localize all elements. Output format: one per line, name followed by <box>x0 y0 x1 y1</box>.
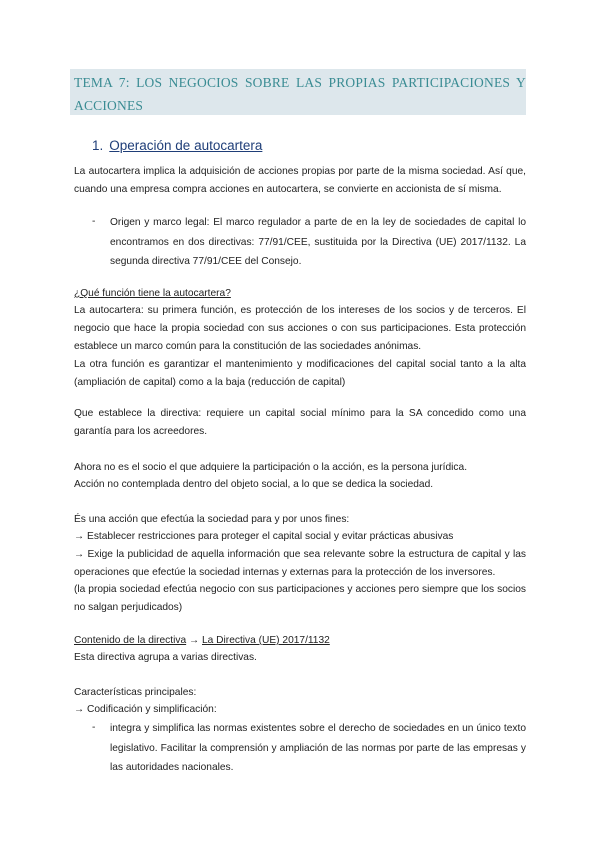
document-title: TEMA 7: LOS NEGOCIOS SOBRE LAS PROPIAS PARTICIPACIONES Y ACCIONES <box>74 75 526 113</box>
persona-juridica-line: Ahora no es el socio el que adquiere la participación o la acción, es la persona jurídica. <box>74 462 468 473</box>
agrupa-line: Esta directiva agrupa a varias directivas. <box>74 652 257 663</box>
caracteristicas-heading: Características principales: <box>74 687 197 698</box>
fines-note: (la propia sociedad efectúa negocio con sus participaciones y acciones pero siempre que los socios no salgan perjudicados) <box>74 584 526 613</box>
codificacion-bullet-text: integra y simplifica las normas existentes sobre el derecho de sociedades en un único texto legislativo. Facilitar la comprensión y ampliación de las normas por parte de las empresas y las autoridades nacionales. <box>110 723 526 773</box>
funcion-question: ¿Qué función tiene la autocartera? <box>74 288 231 299</box>
fines-intro-line: És una acción que efectúa la sociedad para y por unos fines: <box>74 514 350 525</box>
funcion-paragraph-2: La otra función es garantizar el mantenimiento y modificaciones del capital social tanto a la alta (ampliación de capital) como a la baja (reducción de capital) <box>74 359 526 388</box>
intro-paragraph: La autocartera implica la adquisición de acciones propias por parte de la misma sociedad. Así que, cuando una empresa compra acciones en autocartera, se convierte en accionista de sí misma. <box>74 166 526 195</box>
section-heading-text: Operación de autocartera <box>109 138 263 153</box>
contenido-label: Contenido de la directiva <box>74 635 187 646</box>
contenido-line <box>74 632 526 650</box>
origen-bullet-text: Origen y marco legal: El marco regulador a parte de en la ley de sociedades de capital lo encontramos en dos directivas: 77/91/CEE, sustituida por la Directiva (UE) 2017/1132. La segunda directiva 77/91/CEE del Consejo. <box>110 217 526 267</box>
fines-item-publicidad: → Exige la publicidad de aquella información que sea relevante sobre la estructura de capital y las operaciones que efectúe la sociedad internas y externas para la protección de los inversores. <box>74 549 526 578</box>
caracteristicas-item-codificacion: → Codificación y simplificación: <box>74 704 217 715</box>
fines-item-restricciones: → Establecer restricciones para proteger el capital social y evitar prácticas abusivas <box>74 531 454 542</box>
section-number: 1. <box>92 138 104 153</box>
objeto-social-line: Acción no contemplada dentro del objeto social, a lo que se dedica la sociedad. <box>74 479 434 490</box>
directiva-establece-paragraph: Que establece la directiva: requiere un capital social mínimo para la SA concedido como una garantía para los acreedores. <box>74 408 526 437</box>
section-heading <box>92 138 262 153</box>
funcion-paragraph-1: La autocartera: su primera función, es protección de los intereses de los socios y de terceros. El negocio que hace la propia sociedad con sus acciones o con sus participaciones. Esta protección establece un marco común para la constitución de las sociedades anónimas. <box>74 305 526 352</box>
bullet-dash: - <box>92 216 96 227</box>
bullet-dash-2: - <box>92 722 96 733</box>
directiva-link-text: La Directiva (UE) 2017/1132 <box>202 635 330 646</box>
contenido-arrow: → <box>188 635 200 646</box>
